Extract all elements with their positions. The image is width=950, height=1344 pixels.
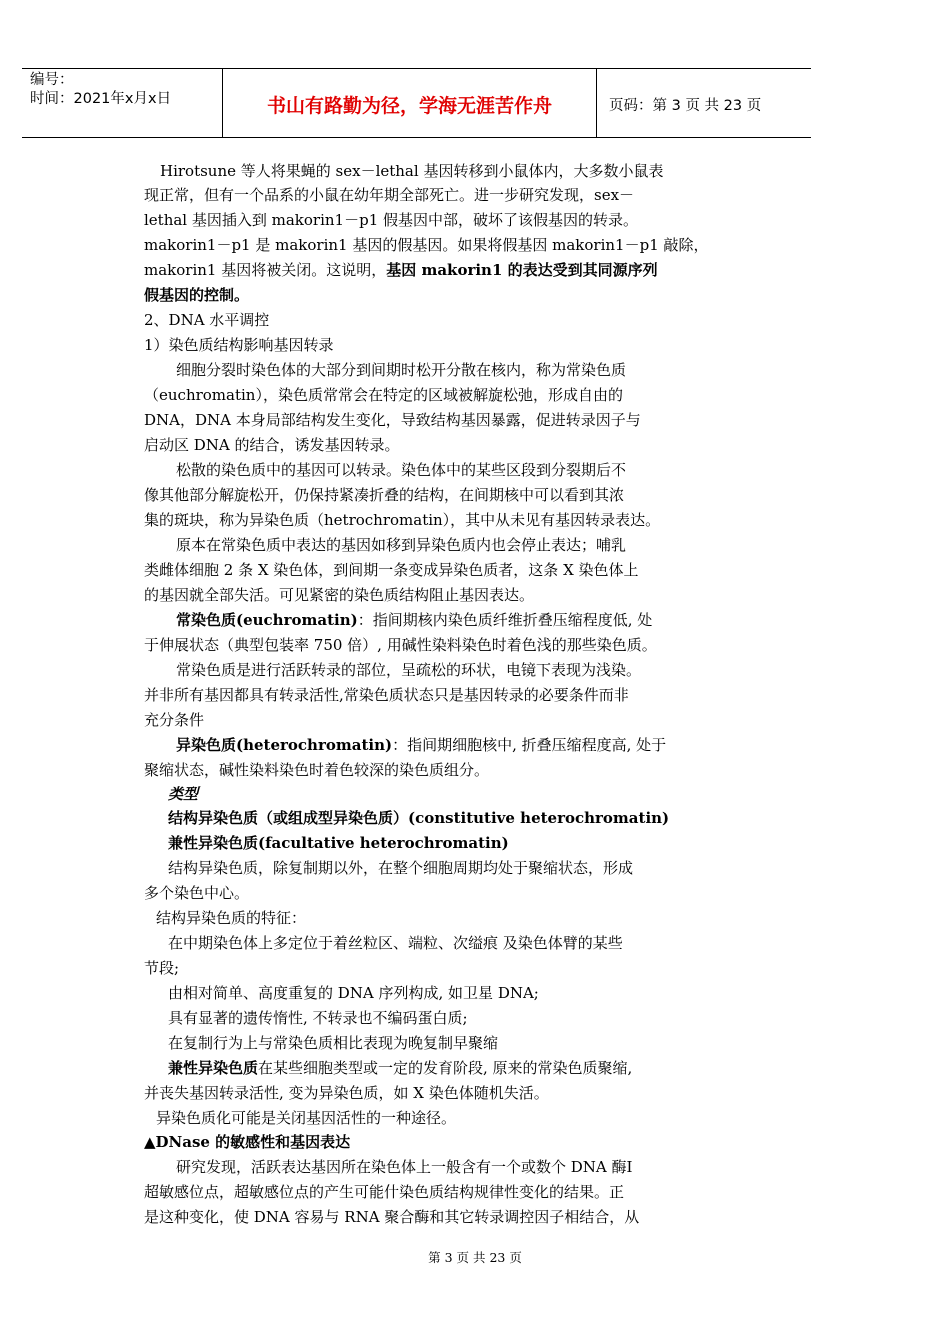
header-left-cell — [22, 69, 223, 137]
time-label: 时间：2021年x月x日 — [30, 91, 172, 107]
line-text: 常染色质是进行活跃转录的部位，呈疏松的环状，电镜下表现为浅染。 — [176, 661, 642, 679]
text-line — [160, 161, 663, 181]
italic-bold-text: 类型 — [168, 785, 199, 803]
text-line — [144, 760, 489, 780]
text-line — [144, 1083, 549, 1103]
text-line — [144, 235, 709, 255]
text-line — [144, 335, 334, 355]
line-text: 在某些细胞类型或一定的发育阶段, 原来的常染色质聚缩, — [258, 1059, 633, 1077]
page-footer: 第 3 页 共 23 页 — [428, 1250, 522, 1265]
line-text: 多个染色中心。 — [144, 884, 250, 902]
line-text: （euchromatin），染色质常常会在特定的区域被解旋松弛，形成自由的 — [144, 386, 623, 404]
line-text: makorin1－p1 是 makorin1 基因的假基因。如果将假基因 makorin1－p1 敲除， — [144, 236, 709, 254]
text-line — [144, 385, 623, 405]
text-line — [144, 883, 249, 903]
line-text: 并非所有基因都具有转录活性,常染色质状态只是基因转录的必要条件而非 — [144, 686, 629, 704]
bold-text: 基因 makorin1 的表达受到其同源序列 — [386, 261, 658, 279]
text-line — [144, 1182, 624, 1202]
text-line — [144, 310, 269, 330]
line-text: 聚缩状态，碱性染料染色时着色较深的染色质组分。 — [144, 761, 490, 779]
bold-text: 假基因的控制。 — [144, 286, 250, 304]
text-line — [168, 858, 633, 878]
line-text: 像其他部分解旋松开，仍保持紧凑折叠的结构，在间期核中可以看到其浓 — [144, 486, 625, 504]
text-line — [144, 485, 624, 505]
text-line — [168, 808, 669, 828]
text-line — [168, 933, 623, 953]
text-line — [144, 435, 400, 455]
page-code: 页码：第 3 页 共 23 页 — [609, 98, 762, 114]
text-line — [144, 710, 204, 730]
text-line — [144, 585, 534, 605]
line-text: 于伸展状态（典型包装率 750 倍）, 用碱性染料染色时着色浅的那些染色质。 — [144, 636, 657, 654]
line-text: 结构异染色质的特征： — [156, 909, 307, 927]
line-text: makorin1 基因将被关闭。这说明， — [144, 261, 387, 279]
bold-text: 兼性异染色质(facultative heterochromatin) — [168, 834, 509, 852]
text-line — [168, 983, 539, 1003]
header-right-cell — [597, 69, 811, 137]
line-text: 在复制行为上与常染色质相比表现为晚复制早聚缩 — [168, 1034, 499, 1052]
header-table — [22, 68, 811, 138]
line-text: lethal 基因插入到 makorin1－p1 假基因中部，破坏了该假基因的转录。 — [144, 211, 639, 229]
line-text: 1）染色质结构影响基因转录 — [144, 336, 334, 354]
line-text: 超敏感位点，超敏感位点的产生可能什染色质结构规律性变化的结果。正 — [144, 1183, 625, 1201]
line-text: 异染色质化可能是关闭基因活性的一种途径。 — [156, 1109, 457, 1127]
line-text: 原本在常染色质中表达的基因如移到异染色质内也会停止表达；哺乳 — [176, 536, 627, 554]
text-line — [176, 660, 641, 680]
text-line — [144, 560, 639, 580]
line-text: 细胞分裂时染色体的大部分到间期时松开分散在核内，称为常染色质 — [176, 361, 627, 379]
bold-text: 常染色质(euchromatin) — [176, 611, 358, 629]
line-text: ：指间期核内染色质纤维折叠压缩程度低, 处 — [357, 611, 653, 629]
line-text: DNA，DNA 本身局部结构发生变化，导致结构基因暴露，促进转录因子与 — [144, 411, 641, 429]
line-text: Hirotsune 等人将果蝇的 sex－lethal 基因转移到小鼠体内，大多数小鼠表 — [160, 162, 664, 180]
text-line — [168, 833, 509, 853]
line-text: 并丧失基因转录活性, 变为异染色质，如 X 染色体随机失活。 — [144, 1084, 549, 1102]
line-text: 2、DNA 水平调控 — [144, 311, 270, 329]
line-text: 现正常，但有一个品系的小鼠在幼年期全部死亡。进一步研究发现，sex－ — [144, 186, 635, 204]
text-line — [168, 1033, 498, 1053]
text-line — [144, 210, 638, 230]
line-text: 是这种变化，使 DNA 容易与 RNA 聚合酶和其它转录调控因子相结合，从 — [144, 1208, 640, 1226]
bold-text: ▲DNase 的敏感性和基因表达 — [144, 1133, 351, 1151]
line-text: ：指间期细胞核中, 折叠压缩程度高, 处于 — [392, 736, 667, 754]
text-line — [144, 1207, 639, 1227]
motto: 书山有路勤为径，学海无涯苦作舟 — [266, 95, 552, 117]
line-text: 的基因就全部失活。可见紧密的染色质结构阻止基因表达。 — [144, 586, 535, 604]
text-line — [176, 360, 626, 380]
text-line — [144, 685, 629, 705]
text-line — [144, 635, 657, 655]
text-line — [144, 1132, 350, 1152]
bold-text: 异染色质(heterochromatin) — [176, 736, 393, 754]
bold-text: 兼性异染色质 — [168, 1059, 259, 1077]
line-text: 启动区 DNA 的结合，诱发基因转录。 — [144, 436, 400, 454]
text-line — [168, 1058, 632, 1078]
text-line — [156, 1108, 456, 1128]
text-line — [144, 410, 641, 430]
text-line — [168, 1008, 468, 1028]
text-line — [176, 735, 666, 755]
text-line — [144, 185, 634, 205]
line-text: 结构异染色质，除复制期以外，在整个细胞周期均处于聚缩状态，形成 — [168, 859, 634, 877]
text-line — [144, 285, 249, 305]
text-line — [176, 610, 652, 630]
line-text: 充分条件 — [144, 711, 205, 729]
line-text: 具有显著的遗传惰性, 不转录也不编码蛋白质; — [168, 1009, 468, 1027]
line-text: 集的斑块，称为异染色质（hetrochromatin），其中从未见有基因转录表达。 — [144, 511, 661, 529]
text-line — [176, 1157, 632, 1177]
line-text: 研究发现，活跃表达基因所在染色体上一般含有一个或数个 DNA 酶Ⅰ — [176, 1158, 633, 1176]
text-line — [144, 260, 658, 280]
text-line — [176, 535, 626, 555]
line-text: 由相对简单、高度重复的 DNA 序列构成, 如卫星 DNA; — [168, 984, 539, 1002]
bold-text: 结构异染色质（或组成型异染色质）(constitutive heterochromatin) — [168, 809, 670, 827]
text-line — [176, 460, 626, 480]
line-text: 松散的染色质中的基因可以转录。染色体中的某些区段到分裂期后不 — [176, 461, 627, 479]
header-motto-cell — [223, 69, 597, 137]
text-line — [156, 908, 306, 928]
code-label: 编号： — [30, 72, 74, 88]
text-line — [144, 510, 660, 530]
line-text: 在中期染色体上多定位于着丝粒区、端粒、次缢痕 及染色体臂的某些 — [168, 934, 623, 952]
text-line — [144, 958, 179, 978]
text-line — [168, 784, 198, 804]
line-text: 节段; — [144, 959, 180, 977]
line-text: 类雌体细胞 2 条 X 染色体，到间期一条变成异染色质者，这条 X 染色体上 — [144, 561, 639, 579]
